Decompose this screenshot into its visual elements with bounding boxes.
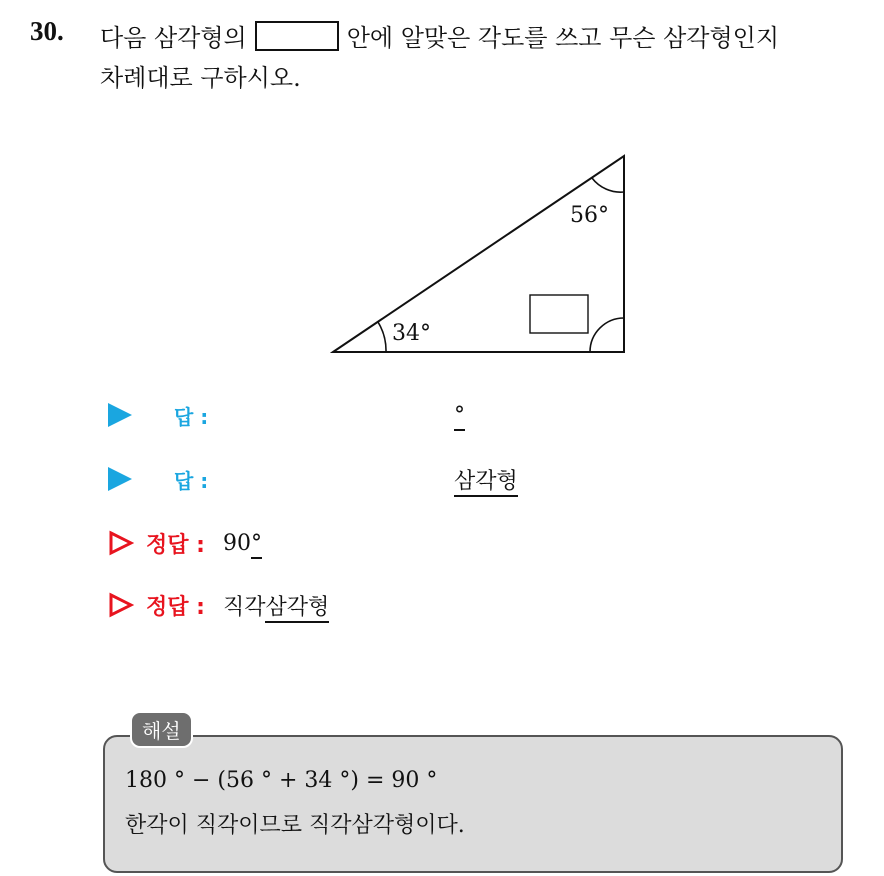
outline-triangle-icon [108,530,134,556]
play-triangle-icon [108,403,132,427]
top-angle-arc [592,178,624,192]
correct-value-1 [223,531,262,556]
answer-label: 답 : [174,404,209,429]
correct-label: 정답 : [146,594,205,620]
explanation-text: 한각이 직각이므로 직각삼각형이다. [125,813,465,838]
left-angle-arc [378,322,386,352]
correct-row-2 [108,588,329,622]
question-line-1 [100,18,779,53]
correct-prefix: 직각 [222,594,266,620]
correct-value-2 [223,590,329,621]
outline-triangle-icon [108,592,134,618]
left-angle-label: 34° [392,321,431,346]
correct-row-1 [108,526,262,560]
top-angle-label: 56° [570,203,609,228]
explanation-equation: 180 ° − (56 ° + 34 °) = 90 ° [125,768,438,793]
answer-value-1: ° [454,403,465,431]
answer-row-1 [108,398,558,432]
explanation-box [103,735,843,873]
answer-label: 답 : [174,468,209,493]
answer-field-1 [454,403,465,428]
question-text-before-blank: 다음 삼각형의 [100,24,247,52]
correct-label: 정답 : [146,532,205,558]
correct-number: 90 [222,530,251,556]
angle-blank-box [530,295,588,333]
question-line-2: 차례대로 구하시오. [100,64,301,92]
triangle-outline [333,156,624,352]
correct-unit: ° [251,531,262,559]
correct-rest: 삼각형 [265,595,329,623]
question-text-after-blank: 안에 알맞은 각도를 쓰고 무슨 삼각형인지 [346,24,780,52]
question-number: 30. [30,16,64,46]
right-angle-arc [590,318,624,352]
blank-box [255,21,339,51]
right-triangle-figure [330,150,630,360]
answer-row-2 [108,462,558,496]
explanation-tag: 해설 [130,711,193,748]
answer-field-2 [454,464,518,495]
play-triangle-icon [108,467,132,491]
answer-value-2: 삼각형 [454,469,518,497]
